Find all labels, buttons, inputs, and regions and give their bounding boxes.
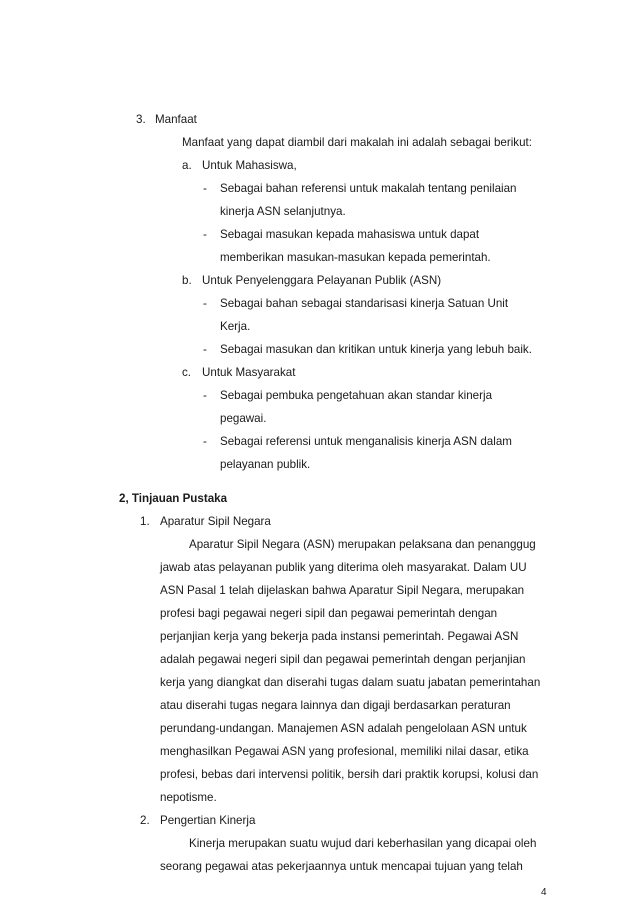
bullet-line: pelayanan publik. (220, 458, 311, 471)
paragraph-line: ASN Pasal 1 telah dijelaskan bahwa Aparatur Sipil Negara, merupakan (160, 584, 525, 597)
bullet-dash: - (203, 182, 207, 195)
page-number: 4 (541, 887, 547, 898)
section-title: Manfaat (155, 113, 197, 126)
bullet-line: memberikan masukan-masukan kepada pemerintah. (220, 251, 491, 264)
paragraph-line: kerja yang diangkat dan diserahi tugas dalam suatu jabatan pemerintahan (160, 676, 541, 689)
paragraph-line: nepotisme. (160, 791, 217, 804)
list-letter: c. (182, 366, 192, 379)
list-letter: b. (182, 274, 192, 287)
paragraph-line: menghasilkan Pegawai ASN yang profesional, memiliki nilai dasar, etika (160, 745, 529, 758)
paragraph-line: Aparatur Sipil Negara (ASN) merupakan pelaksana dan penanggug (189, 538, 536, 551)
paragraph-line: adalah pegawai negeri sipil dan pegawai pemerintah dengan perjanjian (160, 653, 526, 666)
list-number: 3. (136, 113, 146, 126)
paragraph-line: perjanjian kerja yang bekerja pada instansi pemerintah. Pegawai ASN (160, 630, 519, 643)
subsection-title: Pengertian Kinerja (160, 814, 256, 827)
bullet-dash: - (203, 228, 207, 241)
list-label: Untuk Penyelenggara Pelayanan Publik (ASN) (202, 274, 442, 287)
bullet-dash: - (203, 435, 207, 448)
list-number: 2. (140, 814, 150, 827)
list-label: Untuk Mahasiswa, (202, 159, 297, 172)
bullet-line: Sebagai pembuka pengetahuan akan standar kinerja (220, 389, 493, 402)
paragraph-line: profesi bagi pegawai negeri sipil dan pegawai pemerintah dengan (160, 607, 498, 620)
list-label: Untuk Masyarakat (202, 366, 296, 379)
bullet-dash: - (203, 343, 207, 356)
section-heading: 2, Tinjauan Pustaka (119, 492, 228, 505)
paragraph-line: perundang-undangan. Manajemen ASN adalah pengelolaan ASN untuk (160, 722, 527, 735)
subsection-title: Aparatur Sipil Negara (160, 515, 271, 528)
bullet-line: Sebagai masukan dan kritikan untuk kinerja yang lebuh baik. (220, 343, 532, 356)
paragraph-line: Kinerja merupakan suatu wujud dari keberhasilan yang dicapai oleh (189, 837, 537, 850)
bullet-dash: - (203, 389, 207, 402)
bullet-line: Sebagai bahan sebagai standarisasi kinerja Satuan Unit (220, 297, 509, 310)
bullet-line: pegawai. (220, 412, 267, 425)
list-number: 1. (140, 515, 150, 528)
paragraph-line: atau diserahi tugas negara lainnya dan digaji berdasarkan peraturan (160, 699, 511, 712)
paragraph-line: jawab atas pelayanan publik yang diterima oleh masyarakat. Dalam UU (160, 561, 527, 574)
paragraph-line: seorang pegawai atas pekerjaannya untuk mencapai tujuan yang telah (160, 860, 523, 873)
bullet-line: Sebagai referensi untuk menganalisis kinerja ASN dalam (220, 435, 512, 448)
list-letter: a. (182, 159, 192, 172)
bullet-line: Sebagai bahan referensi untuk makalah tentang penilaian (220, 182, 517, 195)
paragraph-line: Manfaat yang dapat diambil dari makalah ini adalah sebagai berikut: (182, 136, 532, 149)
bullet-line: Sebagai masukan kepada mahasiswa untuk dapat (220, 228, 480, 241)
paragraph-line: profesi, bebas dari intervensi politik, bersih dari praktik korupsi, kolusi dan (160, 768, 539, 781)
bullet-line: kinerja ASN selanjutnya. (220, 205, 346, 218)
bullet-line: Kerja. (220, 320, 251, 333)
bullet-dash: - (203, 297, 207, 310)
